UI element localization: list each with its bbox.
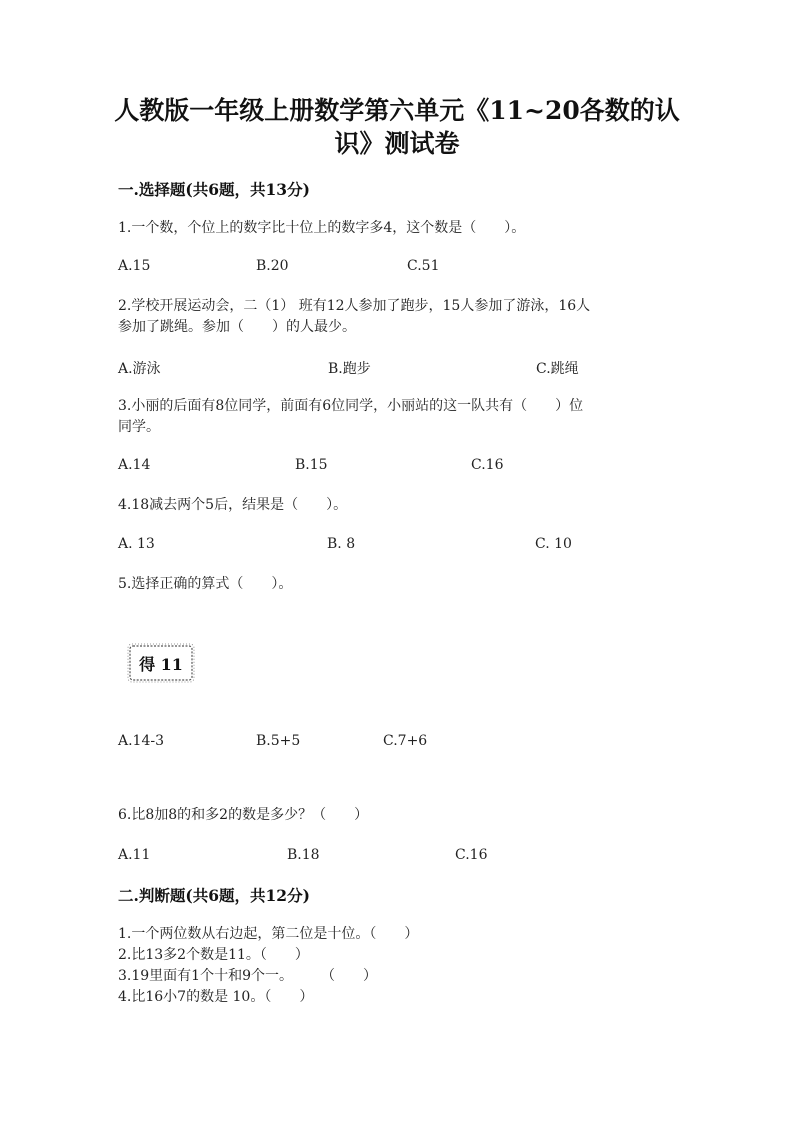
page-title	[100, 94, 694, 160]
judgment-1: 1.一个两位数从右边起，第二位是十位。（ ）	[118, 926, 419, 942]
q4-option-c: C. 10	[535, 536, 572, 552]
q5-option-c: C.7+6	[383, 733, 428, 749]
judgment-4: 4.比16小7的数是 10。（ ）	[118, 989, 314, 1005]
question-2-line-2: 参加了跳绳。参加（ ）的人最少。	[118, 319, 356, 335]
question-4: 4.18减去两个5后，结果是（ ）。	[118, 497, 348, 513]
section-heading-choice: 一.选择题(共6题，共13分)	[118, 180, 310, 199]
figure-box	[126, 642, 196, 684]
judgment-2: 2.比13多2个数是11。（ ）	[118, 947, 309, 963]
question-3-line-2: 同学。	[118, 419, 160, 435]
question-6: 6.比8加8的和多2的数是多少？（ ）	[118, 807, 369, 823]
q1-option-b: B.20	[256, 258, 289, 274]
question-3-line-1: 3.小丽的后面有8位同学，前面有6位同学，小丽站的这一队共有（ ）位	[118, 398, 584, 414]
q1-option-c: C.51	[407, 258, 440, 274]
q2-option-c: C.跳绳	[536, 361, 579, 377]
section-heading-judgment: 二.判断题(共6题，共12分)	[118, 886, 310, 905]
q3-option-a: A.14	[118, 457, 151, 473]
question-1: 1.一个数，个位上的数字比十位上的数字多4，这个数是（ ）。	[118, 220, 526, 236]
q4-option-b: B. 8	[327, 536, 356, 552]
q2-option-a: A.游泳	[118, 361, 161, 377]
q3-option-c: C.16	[471, 457, 504, 473]
title-line-1: 人教版一年级上册数学第六单元《11~20各数的认	[114, 96, 680, 125]
q5-option-a: A.14-3	[118, 733, 165, 749]
q6-option-b: B.18	[287, 847, 320, 863]
q1-option-a: A.15	[118, 258, 151, 274]
q6-option-c: C.16	[455, 847, 488, 863]
judgment-3: 3.19里面有1个十和9个一。 （ ）	[118, 968, 377, 984]
q2-option-b: B.跑步	[328, 361, 371, 377]
q6-option-a: A.11	[118, 847, 151, 863]
q3-option-b: B.15	[295, 457, 328, 473]
question-2-line-1: 2.学校开展运动会，二（1） 班有12人参加了跑步，15人参加了游泳，16人	[118, 298, 591, 314]
title-line-2: 识》测试卷	[334, 129, 460, 158]
figure-label: 得 11	[139, 655, 183, 674]
question-5: 5.选择正确的算式（ ）。	[118, 576, 293, 592]
q5-option-b: B.5+5	[256, 733, 301, 749]
q4-option-a: A. 13	[118, 536, 155, 552]
